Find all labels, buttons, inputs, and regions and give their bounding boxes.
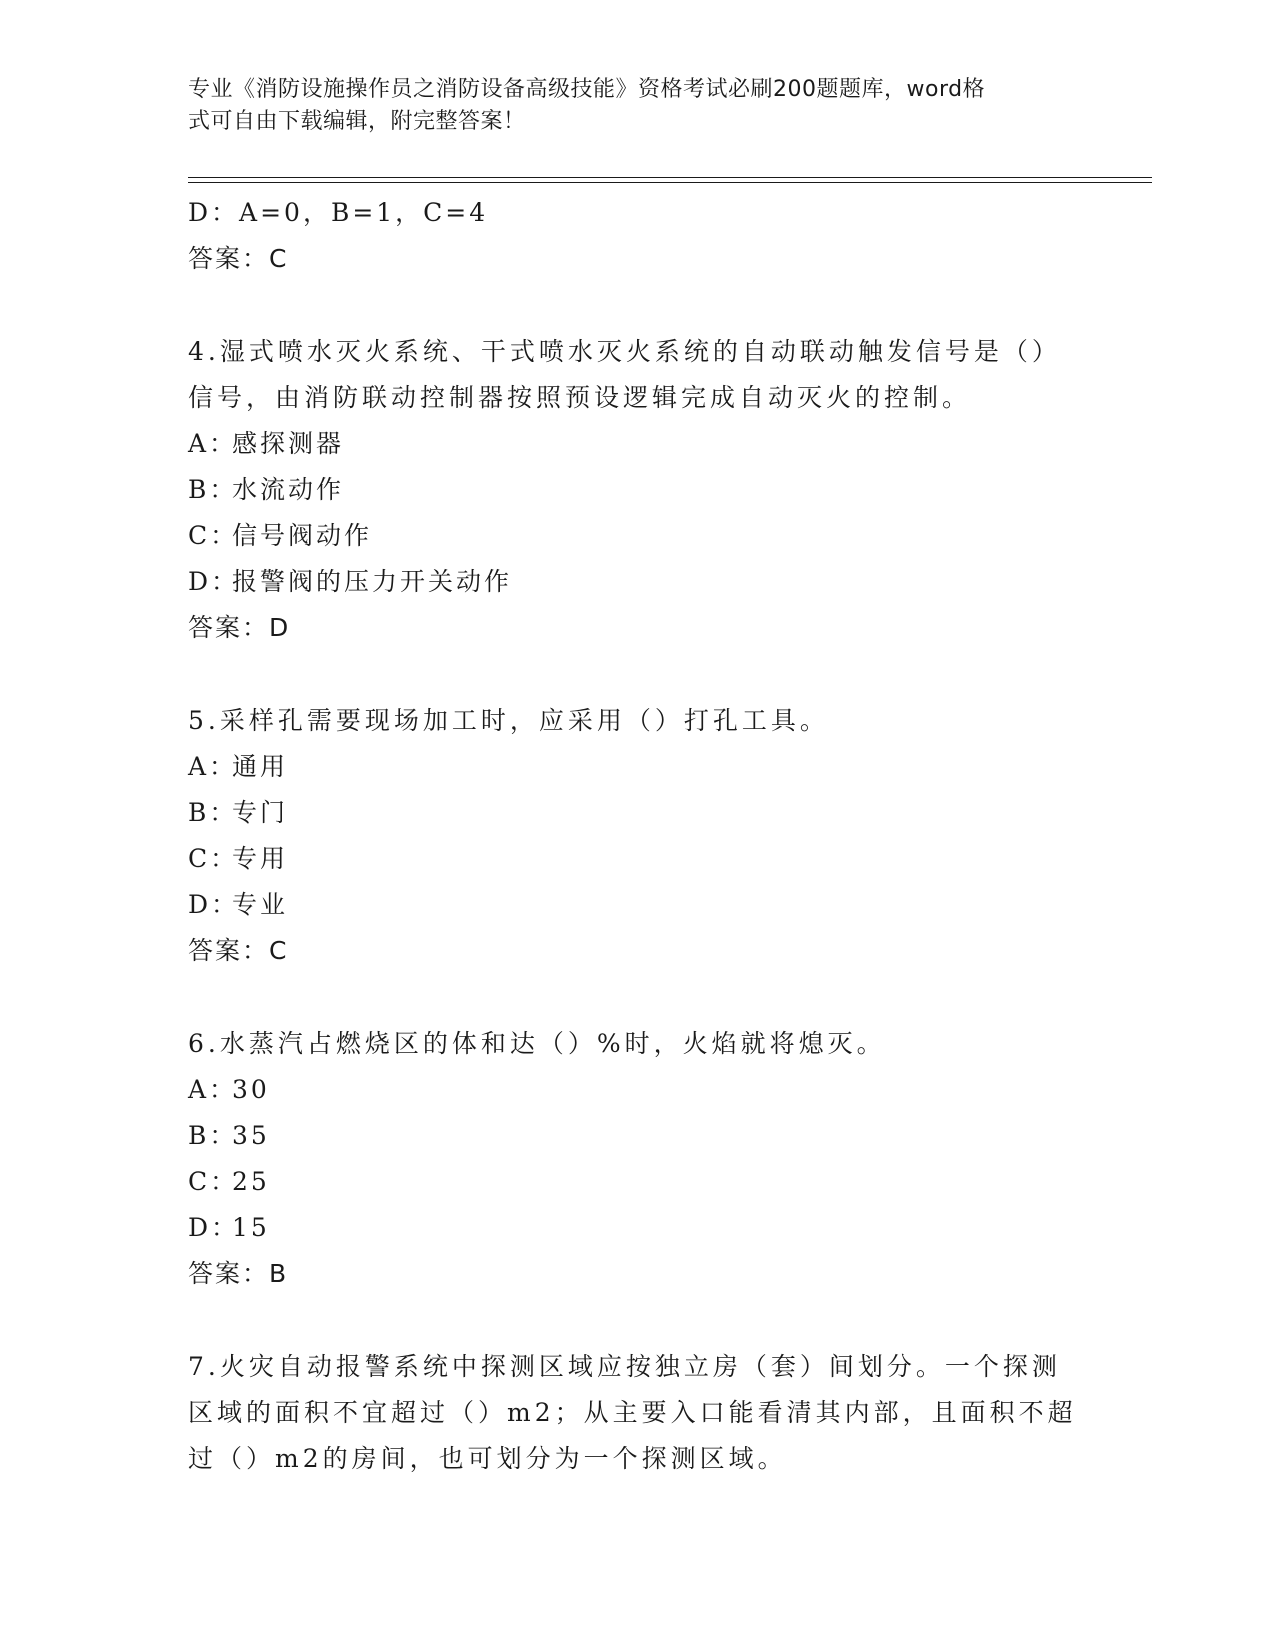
option-key: D：: [188, 1213, 240, 1242]
option-value: 30: [232, 1075, 270, 1104]
option-value: 25: [232, 1167, 270, 1196]
option-value: 专业: [232, 890, 289, 919]
option-key: D：: [188, 890, 240, 919]
spacer: [188, 651, 1088, 698]
option-c: [188, 1159, 1088, 1205]
option-c: [188, 836, 1088, 882]
question-text: 区域的面积不宜超过（）m2；从主要入口能看清其内部，且面积不超: [188, 1398, 1077, 1427]
question-text: 信号，由消防联动控制器按照预设逻辑完成自动灭火的控制。: [188, 383, 972, 412]
option-a: [188, 744, 1088, 790]
page-header: [188, 74, 1078, 138]
answer: 答案：B: [188, 1259, 289, 1288]
option-value: 35: [232, 1121, 270, 1150]
option-value: 信号阀动作: [232, 521, 373, 550]
option-value: 专用: [232, 844, 289, 873]
header-divider-bottom: [188, 182, 1152, 183]
question-list: [188, 190, 1088, 1482]
option-b: [188, 1113, 1088, 1159]
option-key: A：: [188, 752, 238, 781]
option-b: [188, 467, 1088, 513]
option-key: A：: [188, 1075, 238, 1104]
option-key: A：: [188, 429, 238, 458]
header-divider-top: [188, 177, 1152, 178]
option-value: 专门: [232, 798, 289, 827]
option-key: C：: [188, 521, 239, 550]
spacer: [188, 1297, 1088, 1344]
prev-option-d: D：A=0，B=1，C=4: [188, 198, 489, 227]
option-a: [188, 1067, 1088, 1113]
prev-answer: 答案：C: [188, 244, 289, 273]
option-key: B：: [188, 798, 238, 827]
question-text: 7.火灾自动报警系统中探测区域应按独立房（套）间划分。一个探测: [188, 1352, 1061, 1381]
option-value: 感探测器: [232, 429, 345, 458]
option-key: C：: [188, 844, 239, 873]
option-value: 报警阀的压力开关动作: [232, 567, 513, 596]
option-value: 通用: [232, 752, 289, 781]
option-d: [188, 1205, 1088, 1251]
option-d: [188, 882, 1088, 928]
option-d: [188, 559, 1088, 605]
question-text: 5.采样孔需要现场加工时，应采用（）打孔工具。: [188, 706, 829, 735]
option-c: [188, 513, 1088, 559]
question-6: [188, 1021, 1088, 1297]
question-text: 4.湿式喷水灭火系统、干式喷水灭火系统的自动联动触发信号是（）: [188, 337, 1061, 366]
question-4: [188, 329, 1088, 651]
spacer: [188, 974, 1088, 1021]
option-key: D：: [188, 567, 240, 596]
answer: 答案：C: [188, 936, 289, 965]
question-7: [188, 1344, 1088, 1482]
option-value: 水流动作: [232, 475, 345, 504]
option-a: [188, 421, 1088, 467]
question-text: 6.水蒸汽占燃烧区的体和达（）%时，火焰就将熄灭。: [188, 1029, 886, 1058]
question-text: 过（）m2的房间，也可划分为一个探测区域。: [188, 1444, 787, 1473]
option-key: B：: [188, 475, 238, 504]
option-b: [188, 790, 1088, 836]
question-5: [188, 698, 1088, 974]
header-title-line-2: 式可自由下载编辑，附完整答案！: [188, 109, 526, 134]
spacer: [188, 282, 1088, 329]
answer: 答案：D: [188, 613, 291, 642]
header-title-line-1: 专业《消防设施操作员之消防设备高级技能》资格考试必刷200题题库，word格: [188, 77, 986, 102]
option-key: C：: [188, 1167, 239, 1196]
option-key: B：: [188, 1121, 238, 1150]
option-value: 15: [232, 1213, 270, 1242]
